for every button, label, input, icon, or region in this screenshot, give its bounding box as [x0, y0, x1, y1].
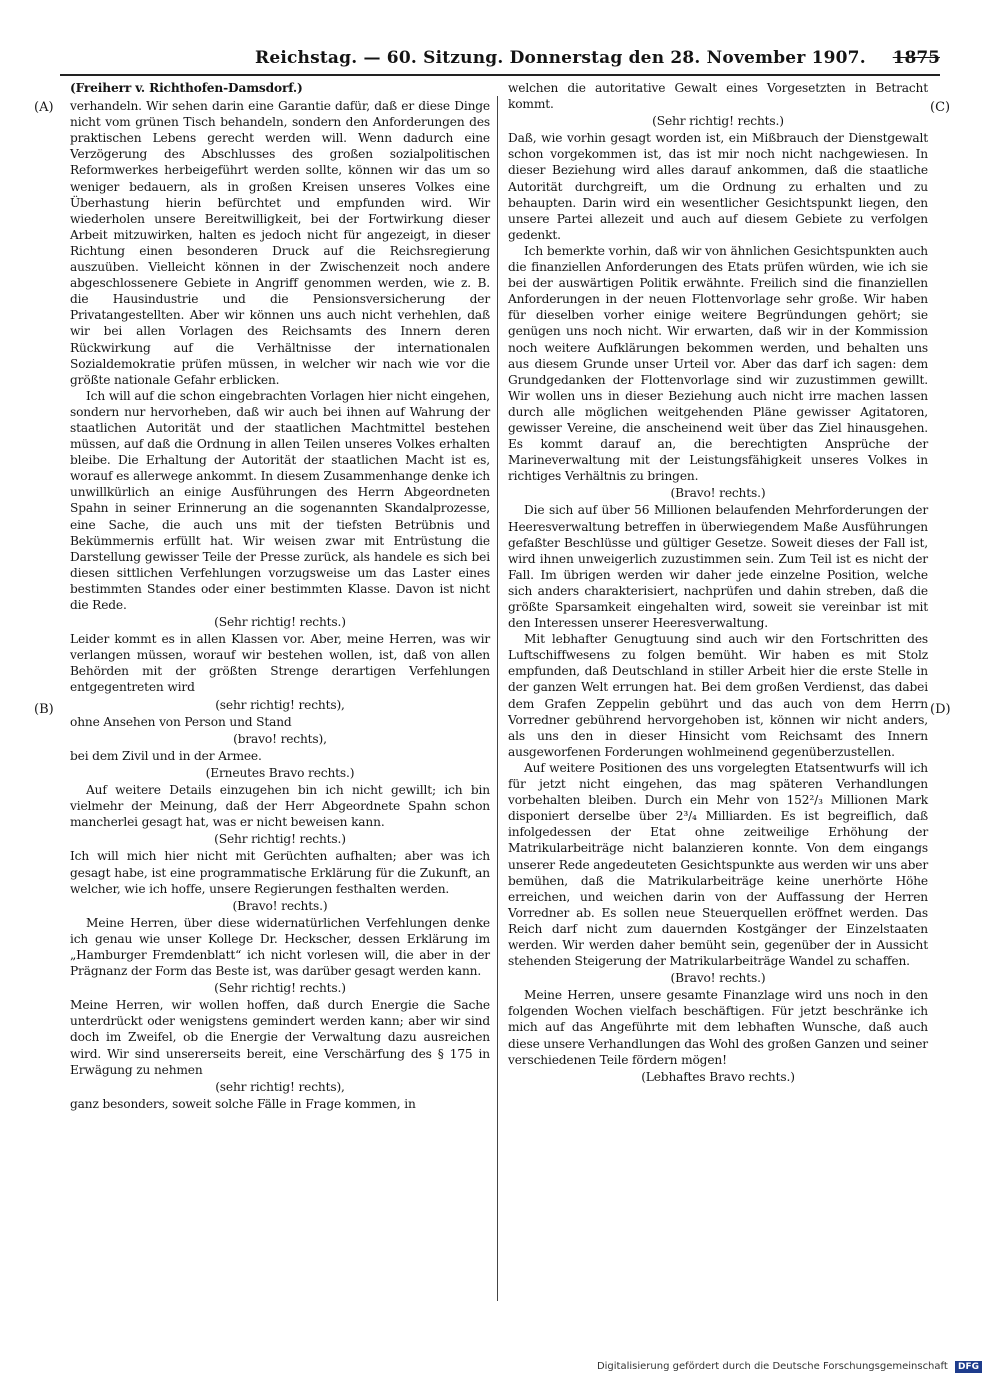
interjection: (Erneutes Bravo rechts.): [205, 765, 355, 780]
paragraph: Meine Herren, unsere gesamte Finanzlage wird uns noch in den folgenden Wochen vielfach beschäftigen. Für jetzt beschränke ich mich auf das Angeführte mit dem lebhaften Wunsche, daß auch diese unsere Verhandlungen das Wohl des großen Ganzen und seiner verschiedenen Teile fördern mögen!: [508, 988, 928, 1067]
page-header: [60, 46, 940, 76]
paragraph: Ich bemerkte vorhin, daß wir von ähnlichen Gesichtspunkten auch die finanziellen Anforderungen des Etats prüfen würden, wie ich sie bei der auswärtigen Politik erwähnte. Freilich sind die finanziellen Anforderungen in der neuen Flottenvorlage sehr große. Wir haben für dieselben vorher einige weitere Begründungen gehört; sie genügen uns noch nicht. Wir erwarten, daß wir in der Kommission noch weitere Aufklärungen bekommen werden, und behalten uns aus diesem Grunde unser Urteil vor. Aber das darf ich sagen: dem Grundgedanken der Flottenvorlage sind wir zuzustimmen gewillt. Wir wollen uns in dieser Beziehung auch nicht irre machen lassen durch alle möglichen weitgehenden Pläne gewisser Agitatoren, gewisser Vereine, die anscheinend weit über das Ziel hinausgehen. Es kommt darauf an, die berechtigten Ansprüche der Marineverwaltung mit der Leistungsfähigkeit unseres Volkes in richtiges Verhältnis zu bringen.: [508, 243, 928, 484]
interjection: (Bravo! rechts.): [670, 486, 766, 501]
paragraph: Auf weitere Positionen des uns vorgelegten Etatsentwurfs will ich für jetzt nicht eingehen, das mag späteren Verhandlungen vorbehalten bleiben. Durch ein Mehr von 152²/₃ Millionen Mark disponiert derselbe über 2³/₄ Milliarden. Es ist begreiflich, daß infolgedessen der Etat ohne zeitweilige Erhöhung der Matrikularbeiträge nicht balanzieren konnte. Von dem eingangs unserer Rede angedeuteten Gesichtspunkte aus werden wir uns aber bemühen, daß die Matrikularbeiträge keine unerhörte Höhe erreichen, und weichen darin von der Auffassung der Herren Vorredner ab. Es sollen neue Steuerquellen eröffnet werden. Das Reich darf nicht zum dauernden Kostgänger der Einzelstaaten werden. Wir werden daher bemüht sein, gegenüber der in Aussicht stehenden Steigerung der Matrikularbeiträge Wandel zu schaffen.: [508, 760, 928, 969]
interjection: (Bravo! rechts.): [232, 898, 328, 913]
paragraph: Daß, wie vorhin gesagt worden ist, ein Mißbrauch der Dienstgewalt schon vorgekommen ist, das ist mir noch nicht nachgewiesen. In dieser Beziehung wird alles darauf ankommen, daß die staatliche Autorität durchgreift, um die Ordnung zu erhalten und zu behaupten. Darin wird ein wesentlicher Gesichtspunkt liegen, den unsere Partei allezeit und auch auf diesem Gebiete zu verfolgen gedenkt.: [508, 131, 928, 242]
margin-marker-b: (B): [34, 702, 54, 717]
dfg-logo: DFG: [955, 1361, 982, 1373]
margin-marker-a: (A): [34, 100, 54, 115]
paragraph: verhandeln. Wir sehen darin eine Garantie dafür, daß er diese Dinge nicht vom grünen Tisch behandeln, sondern den Anforderungen des praktischen Lebens gerecht werden will. Wenn dadurch eine Verzögerung des Abschlusses des großen sozialpolitischen Reformwerkes herbeigeführt werden sollte, können wir das um so weniger bedauern, als in großen Kreisen unseres Volkes eine Überhastung hierin befürchtet und empfunden wird. Wir wiederholen unsere Bereitwilligkeit, bei der Fortwirkung dieser Arbeit mitzuwirken, halten es jedoch nicht für angezeigt, in dieser Richtung einen besonderen Druck auf die Reichsregierung auszuüben. Vielleicht können in der Zwischenzeit noch andere abgeschlossenere Gebiete in Angriff genommen werden, wie z. B. die Hausindustrie und die Pensionsversicherung der Privatangestellten. Aber wir können uns auch nicht verhehlen, daß wir bei allen Vorlagen des Reichsamts des Innern deren Rückwirkung auf die Verhältnisse der internationalen Sozialdemokratie prüfen müssen, in welcher wir nach wie vor die größte nationale Gefahr erblicken.: [70, 99, 490, 387]
paragraph: welchen die autoritative Gewalt eines Vorgesetzten in Betracht kommt.: [508, 81, 928, 112]
column-divider: [497, 96, 498, 1301]
interjection: (Sehr richtig! rechts.): [652, 114, 784, 129]
interjection: (Sehr richtig! rechts.): [214, 832, 346, 847]
margin-marker-d: (D): [930, 702, 951, 717]
header-title: Reichstag. — 60. Sitzung. Donnerstag den 28. November 1907.: [255, 48, 866, 68]
footer-text: Digitalisierung gefördert durch die Deutsche Forschungsgemeinschaft: [596, 1361, 948, 1372]
paragraph: Mit lebhafter Genugtuung sind auch wir den Fortschritten des Luftschiffwesens zu folgen bemüht. Wir haben es mit Stolz empfunden, daß Deutschland in stiller Arbeit hier die erste Stelle in der ganzen Welt errungen hat. Bei dem großen Verdienst, das dabei dem Grafen Zeppelin gebührt und das auch von dem Herrn Vorredner gebührend hervorgehoben ist, können wir nicht anders, als uns den in dieser Hinsicht vom Reichsamt des Innern ausgeworfenen Forderungen wohlmeinend gegenüberzustellen.: [508, 632, 928, 759]
page-number: 1875: [892, 48, 940, 68]
interjection: (Sehr richtig! rechts.): [214, 981, 346, 996]
paragraph: ganz besonders, soweit solche Fälle in Frage kommen, in: [70, 1096, 416, 1111]
interjection: (sehr richtig! rechts),: [215, 1079, 345, 1094]
speaker-attribution: (Freiherr v. Richthofen-Damsdorf.): [70, 81, 303, 95]
paragraph: Ich will auf die schon eingebrachten Vorlagen hier nicht eingehen, sondern nur hervorheben, daß wir auch bei ihnen auf Wahrung der staatlichen Autorität und der staatlichen Machtmittel bestehen müssen, auf daß die Ordnung in allen Teilen unseres Volkes erhalten bleibe. Die Erhaltung der Autorität der staatlichen Macht ist es, worauf es allerwege ankommt. In diesem Zusammenhange denke ich unwillkürlich an einige Ausführungen des Herrn Abgeordneten Spahn in seiner Erinnerung an die sogenannten Skandalprozesse, eine Sache, die auch uns mit der tiefsten Betrübnis und Bekümmernis erfüllt hat. Wir weisen zwar mit Entrüstung die Darstellung gewisser Teile der Presse zurück, als handele es sich bei diesen sittlichen Verfehlungen vorzugsweise um das Laster eines bestimmten Standes oder einer bestimmten Klasse. Davon ist nicht die Rede.: [70, 388, 490, 612]
margin-marker-c: (C): [930, 100, 951, 115]
paragraph: Ich will mich hier nicht mit Gerüchten aufhalten; aber was ich gesagt habe, ist eine programmatische Erklärung für die Zukunft, an welcher, wie ich hoffe, unsere Regierungen festhalten werden.: [70, 849, 490, 896]
interjection: (Sehr richtig! rechts.): [214, 615, 346, 630]
paragraph: ohne Ansehen von Person und Stand: [70, 714, 292, 729]
paragraph: Meine Herren, wir wollen hoffen, daß durch Energie die Sache unterdrückt oder wenigstens gemindert werden kann; aber wir sind doch im Zweifel, ob die Energie der Verwaltung dazu ausreichen wird. Wir sind unsererseits bereit, eine Verschärfung des § 175 in Erwägung zu nehmen: [70, 998, 490, 1077]
paragraph: Leider kommt es in allen Klassen vor. Aber, meine Herren, was wir verlangen müssen, worauf wir bestehen wollen, ist, daß von allen Behörden mit der größten Strenge derartigen Verfehlungen entgegentreten wird: [70, 632, 490, 695]
paragraph: Die sich auf über 56 Millionen belaufenden Mehrforderungen der Heeresverwaltung betreffen in überwiegendem Maße Ausführungen gefaßter Beschlüsse und gültiger Gesetze. Soweit dieses der Fall ist, wird ihnen unweigerlich zuzustimmen sein. Zum Teil ist es nicht der Fall. Im übrigen werden wir daher jede einzelne Position, welche sich anders charakterisiert, nachprüfen und dahin streben, daß die größte Sparsamkeit eingehalten wird, soweit sie vereinbar ist mit den Interessen unserer Heeresverwaltung.: [508, 503, 928, 631]
interjection: (Lebhaftes Bravo rechts.): [641, 1069, 795, 1084]
footer: [597, 1361, 982, 1373]
interjection: (bravo! rechts),: [233, 731, 327, 746]
paragraph: Auf weitere Details einzugehen bin ich nicht gewillt; ich bin vielmehr der Meinung, daß der Herr Abgeordnete Spahn schon mancherlei gesagt hat, was er nicht beweisen kann.: [70, 783, 490, 830]
interjection: (sehr richtig! rechts),: [215, 697, 345, 712]
right-column: [508, 80, 928, 1086]
interjection: (Bravo! rechts.): [670, 971, 766, 986]
paragraph: Meine Herren, über diese widernatürlichen Verfehlungen denke ich genau wie unser Kollege Dr. Heckscher, dessen Erklärung im „Hamburger Fremdenblatt“ ich nicht vorlesen will, die aber in der Prägnanz der Form das Beste ist, was darüber gesagt werden kann.: [70, 915, 490, 979]
left-column: [70, 80, 490, 1112]
paragraph: bei dem Zivil und in der Armee.: [70, 748, 262, 763]
